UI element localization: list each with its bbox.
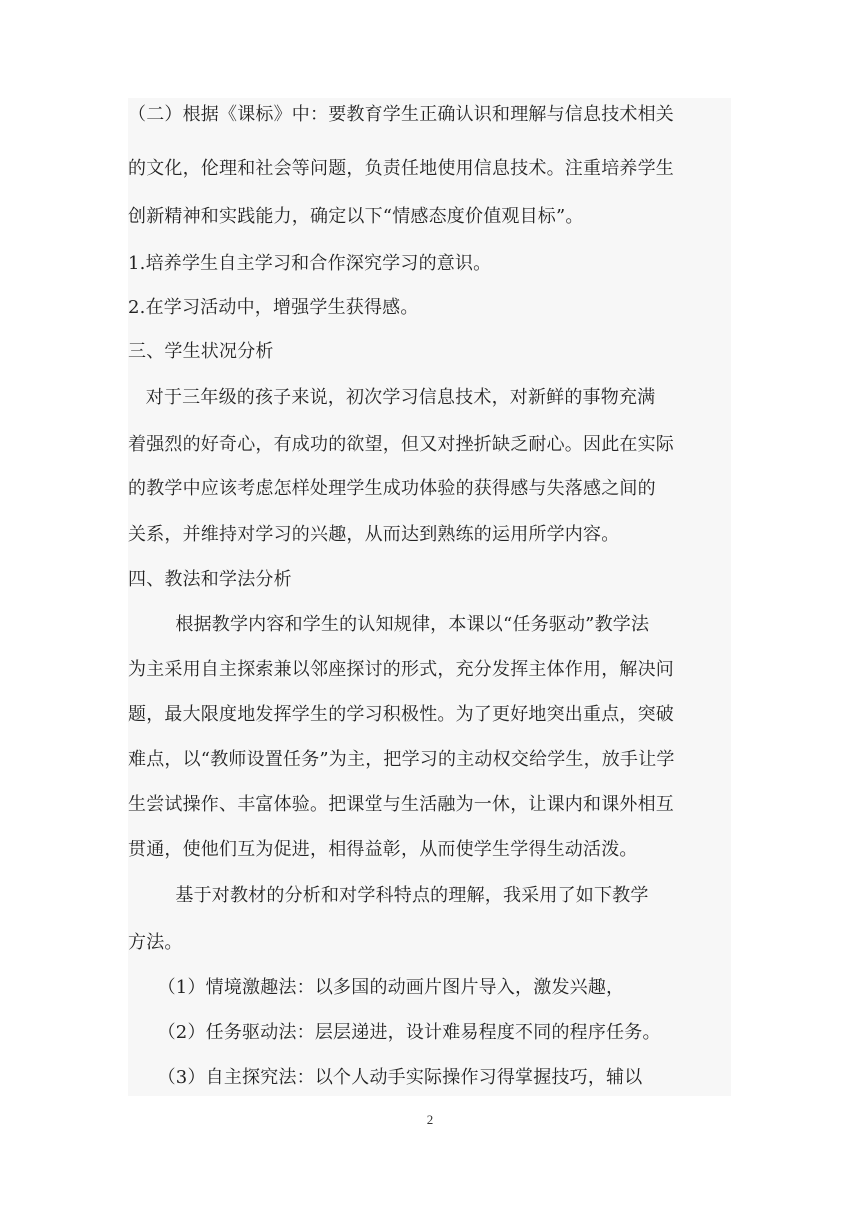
text-line: 对于三年级的孩子来说，初次学习信息技术，对新鲜的事物充满 xyxy=(128,387,656,408)
text-line: 为主采用自主探索兼以邻座探讨的形式，充分发挥主体作用，解决问 xyxy=(128,659,674,680)
text-line: 题，最大限度地发挥学生的学习积极性。为了更好地突出重点，突破 xyxy=(128,704,674,725)
text-line: 创新精神和实践能力，确定以下“情感态度价值观目标”。 xyxy=(128,206,584,227)
section-heading: 四、教法和学法分析 xyxy=(128,569,292,590)
text-line: 生尝试操作、丰富体验。把课堂与生活融为一休，让课内和课外相互 xyxy=(128,794,674,815)
text-line: 基于对教材的分析和对学科特点的理解，我采用了如下教学 xyxy=(128,885,649,906)
text-line: （二）根据《课标》中：要教育学生正确认识和理解与信息技术相关 xyxy=(128,104,674,125)
list-item: （1）情境激趣法：以多国的动画片图片导入，激发兴趣， xyxy=(128,977,625,998)
text-line: 的教学中应该考虑怎样处理学生成功体验的获得感与失落感之间的 xyxy=(128,478,656,499)
text-line: 方法。 xyxy=(128,932,183,953)
page-number: 2 xyxy=(426,1112,434,1127)
text-line: 贯通，使他们互为促进，相得益彰，从而使学生学得生动活泼。 xyxy=(128,839,638,860)
text-line: 根据教学内容和学生的认知规律，本课以“任务驱动”教学法 xyxy=(128,614,650,635)
list-item: 1.培养学生自主学习和合作深究学习的意识。 xyxy=(128,253,492,274)
list-item: （2）任务驱动法：层层递进，设计难易程度不同的程序任务。 xyxy=(128,1022,661,1043)
list-item: 2.在学习活动中，增强学生获得感。 xyxy=(128,297,419,318)
text-line: 着强烈的好奇心，有成功的欲望，但又对挫折缺乏耐心。因此在实际 xyxy=(128,434,674,455)
list-item: （3）自主探究法：以个人动手实际操作习得掌握技巧，辅以 xyxy=(128,1067,643,1088)
section-heading: 三、学生状况分析 xyxy=(128,341,274,362)
text-line: 难点，以“教师设置任务”为主，把学习的主动权交给学生，放手让学 xyxy=(128,749,675,770)
text-line: 的文化，伦理和社会等问题，负责任地使用信息技术。注重培养学生 xyxy=(128,158,674,179)
text-line: 关系，并维持对学习的兴趣，从而达到熟练的运用所学内容。 xyxy=(128,524,620,545)
